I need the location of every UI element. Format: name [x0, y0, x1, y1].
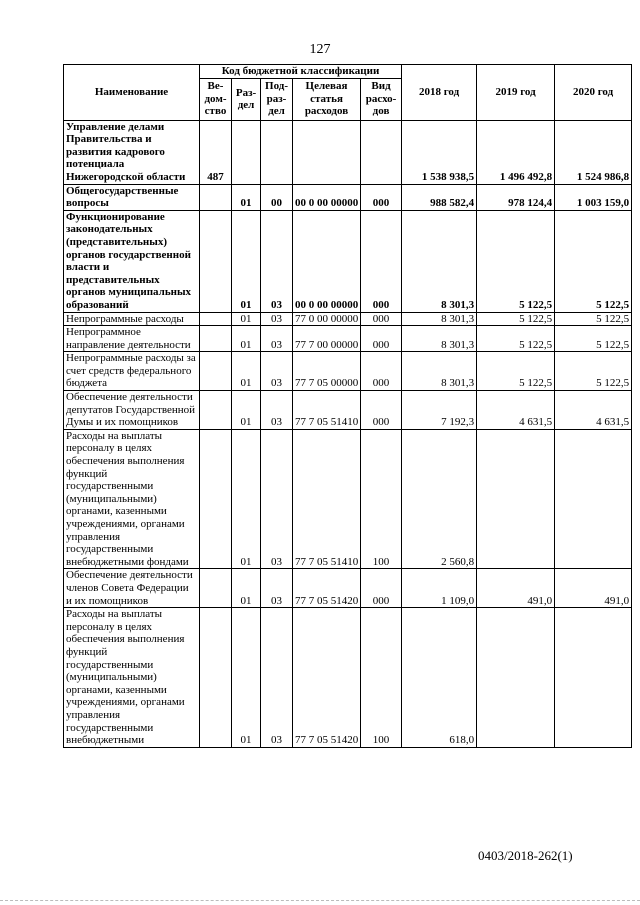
row-podrazdel	[261, 120, 293, 184]
header-podrazdel: Под- раз- дел	[261, 78, 293, 120]
header-2018: 2018 год	[402, 65, 477, 121]
row-razdel: 01	[232, 210, 261, 312]
row-podrazdel: 03	[261, 312, 293, 326]
row-razdel: 01	[232, 608, 261, 748]
table-row	[64, 391, 632, 430]
row-2020: 5 122,5	[555, 210, 632, 312]
row-2020: 4 631,5	[555, 391, 632, 430]
row-target: 77 7 05 51410	[293, 429, 361, 569]
table-row	[64, 569, 632, 608]
table-row	[64, 120, 632, 184]
row-name: Расходы на выплаты персоналу в целях обеспечения выполнения функций государственными (муниципальными) органами, казенными учреждениями, органами управления государственными внебюджетными	[64, 608, 200, 748]
row-razdel	[232, 120, 261, 184]
row-2019: 5 122,5	[477, 312, 555, 326]
document-code: 0403/2018-262(1)	[478, 848, 573, 863]
row-vedomstvo	[200, 210, 232, 312]
row-target: 77 7 05 51420	[293, 569, 361, 608]
row-2020: 5 122,5	[555, 312, 632, 326]
header-razdel: Раз- дел	[232, 78, 261, 120]
row-podrazdel: 03	[261, 608, 293, 748]
bottom-rule	[0, 900, 640, 901]
row-target: 77 7 05 00000	[293, 352, 361, 391]
row-2019: 5 122,5	[477, 210, 555, 312]
row-2019	[477, 608, 555, 748]
row-vedomstvo	[200, 429, 232, 569]
row-target: 77 7 00 00000	[293, 326, 361, 352]
row-2020: 491,0	[555, 569, 632, 608]
row-vedomstvo	[200, 312, 232, 326]
row-name: Непрограммные расходы	[64, 312, 200, 326]
row-target: 77 7 05 51420	[293, 608, 361, 748]
row-podrazdel: 03	[261, 569, 293, 608]
row-name: Управление делами Правительства и развития кадрового потенциала Нижегородской области	[64, 120, 200, 184]
row-podrazdel: 00	[261, 184, 293, 210]
row-name: Общегосударственные вопросы	[64, 184, 200, 210]
row-2020	[555, 608, 632, 748]
table-row	[64, 326, 632, 352]
row-2018: 1 538 938,5	[402, 120, 477, 184]
row-target: 77 7 05 51410	[293, 391, 361, 430]
header-vedomstvo: Ве- дом- ство	[200, 78, 232, 120]
table-row	[64, 429, 632, 569]
row-razdel: 01	[232, 569, 261, 608]
row-target: 00 0 00 00000	[293, 210, 361, 312]
row-2020: 5 122,5	[555, 326, 632, 352]
row-vedomstvo	[200, 326, 232, 352]
row-vid: 100	[361, 429, 402, 569]
row-vedomstvo	[200, 184, 232, 210]
budget-table	[63, 64, 632, 748]
page-number: 127	[309, 42, 331, 57]
row-2019: 1 496 492,8	[477, 120, 555, 184]
row-2019: 5 122,5	[477, 326, 555, 352]
row-2018: 618,0	[402, 608, 477, 748]
header-name: Наименование	[64, 65, 200, 121]
row-2018: 988 582,4	[402, 184, 477, 210]
row-2020: 5 122,5	[555, 352, 632, 391]
row-vedomstvo	[200, 569, 232, 608]
row-2018: 2 560,8	[402, 429, 477, 569]
row-2019: 491,0	[477, 569, 555, 608]
row-vedomstvo	[200, 352, 232, 391]
row-podrazdel: 03	[261, 352, 293, 391]
row-name: Непрограммное направление деятельности	[64, 326, 200, 352]
table-row	[64, 312, 632, 326]
row-2020: 1 524 986,8	[555, 120, 632, 184]
row-2018: 8 301,3	[402, 326, 477, 352]
row-2018: 8 301,3	[402, 210, 477, 312]
table-body	[64, 120, 632, 747]
table-row	[64, 608, 632, 748]
row-razdel: 01	[232, 326, 261, 352]
row-podrazdel: 03	[261, 326, 293, 352]
header-2020: 2020 год	[555, 65, 632, 121]
row-2019: 978 124,4	[477, 184, 555, 210]
row-2018: 8 301,3	[402, 352, 477, 391]
row-vid: 000	[361, 352, 402, 391]
row-vid: 100	[361, 608, 402, 748]
row-podrazdel: 03	[261, 391, 293, 430]
row-name: Функционирование законодательных (представительных) органов государственной власти и представительных органов муниципальных образований	[64, 210, 200, 312]
row-2020: 1 003 159,0	[555, 184, 632, 210]
row-target: 00 0 00 00000	[293, 184, 361, 210]
row-razdel: 01	[232, 312, 261, 326]
row-podrazdel: 03	[261, 210, 293, 312]
row-2019	[477, 429, 555, 569]
row-razdel: 01	[232, 352, 261, 391]
row-2018: 7 192,3	[402, 391, 477, 430]
row-target: 77 0 00 00000	[293, 312, 361, 326]
table-row	[64, 210, 632, 312]
row-razdel: 01	[232, 184, 261, 210]
header-2019: 2019 год	[477, 65, 555, 121]
row-target	[293, 120, 361, 184]
row-razdel: 01	[232, 391, 261, 430]
row-2020	[555, 429, 632, 569]
row-name: Обеспечение деятельности членов Совета Федерации и их помощников	[64, 569, 200, 608]
row-name: Обеспечение деятельности депутатов Государственной Думы и их помощников	[64, 391, 200, 430]
row-vedomstvo: 487	[200, 120, 232, 184]
row-vid: 000	[361, 391, 402, 430]
row-podrazdel: 03	[261, 429, 293, 569]
row-vid: 000	[361, 312, 402, 326]
row-razdel: 01	[232, 429, 261, 569]
row-vedomstvo	[200, 608, 232, 748]
header-code-group: Код бюджетной классификации	[200, 65, 402, 79]
row-vid: 000	[361, 184, 402, 210]
header-vid: Вид расхо- дов	[361, 78, 402, 120]
row-name: Непрограммные расходы за счет средств федерального бюджета	[64, 352, 200, 391]
row-2018: 8 301,3	[402, 312, 477, 326]
row-vedomstvo	[200, 391, 232, 430]
row-2018: 1 109,0	[402, 569, 477, 608]
row-2019: 5 122,5	[477, 352, 555, 391]
row-2019: 4 631,5	[477, 391, 555, 430]
row-vid: 000	[361, 569, 402, 608]
row-vid: 000	[361, 210, 402, 312]
table-row	[64, 352, 632, 391]
row-name: Расходы на выплаты персоналу в целях обеспечения выполнения функций государственными (муниципальными) органами, казенными учреждениями, органами управления государственными внебюджетными фондами	[64, 429, 200, 569]
row-vid: 000	[361, 326, 402, 352]
table-row	[64, 184, 632, 210]
header-target: Целевая статья расходов	[293, 78, 361, 120]
row-vid	[361, 120, 402, 184]
